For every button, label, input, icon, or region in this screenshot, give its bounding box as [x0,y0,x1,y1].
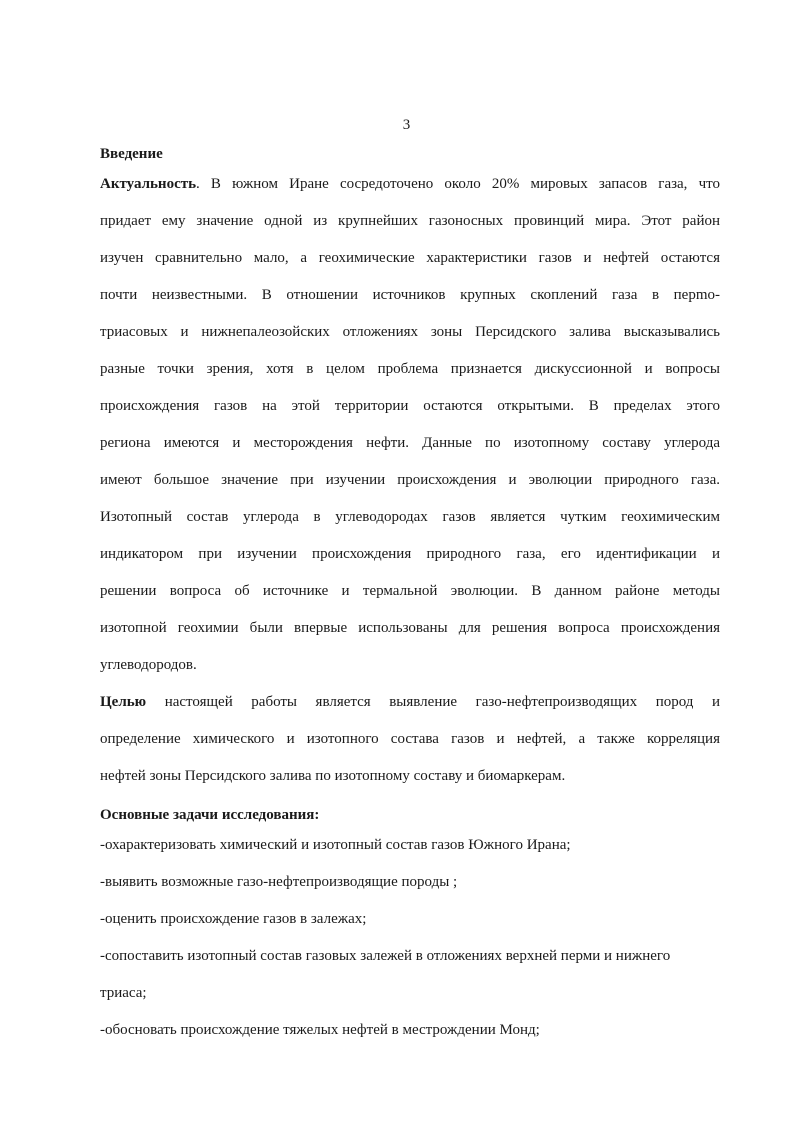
goal-lead: Целью [100,694,147,710]
relevance-line: углеводородов. [100,657,197,673]
goal-line: Целью настоящей работы является выявление газо-нефтепроизводящих пород и [100,694,720,710]
relevance-line: изучен сравнительно мало, а геохимические характеристики газов и нефтей остаются [100,250,720,266]
relevance-line: имеют большое значение при изучении происхождения и эволюции природного газа. [100,472,720,488]
page-number: 3 [402,117,411,133]
relevance-paragraph [100,166,720,684]
relevance-line: изотопной геохимии были впервые использованы для решения вопроса происхождения [100,620,720,636]
relevance-line: почти неизвестными. В отношении источников крупных скоплений газа в перmo- [100,287,720,303]
goal-line: нефтей зоны Персидского залива по изотопному составу и биомаркерам. [100,768,566,784]
goal-paragraph [100,684,720,795]
relevance-lead: Актуальность [100,176,197,192]
relevance-line: индикатором при изучении происхождения природного газа, его идентификации и [100,546,720,562]
tasks-list [100,827,720,1049]
relevance-line: разные точки зрения, хотя в целом проблема признается дискуссионной и вопросы [100,361,720,377]
task-item: -охарактеризовать химический и изотопный состав газов Южного Ирана; [100,837,571,853]
relevance-line: региона имеются и месторождения нефти. Данные по изотопному составу углерода [100,435,720,451]
relevance-line: Изотопный состав углерода в углеводородах газов является чутким геохимическим [100,509,720,525]
task-item-continued: триаса; [100,985,147,1001]
relevance-line: решении вопроса об источнике и термальной эволюции. В данном районе методы [100,583,720,599]
relevance-line: триасовых и нижнепалеозойских отложениях зоны Персидского залива высказывались [100,324,720,340]
task-item: -сопоставить изотопный состав газовых залежей в отложениях верхней перми и нижнего [100,948,671,964]
relevance-line: Актуальность. В южном Иране сосредоточено около 20% мировых запасов газа, что [100,176,720,192]
relevance-line: придает ему значение одной из крупнейших газоносных провинций мира. Этот район [100,213,720,229]
task-item: -выявить возможные газо-нефтепроизводящие породы ; [100,874,458,890]
tasks-heading: Основные задачи исследования: [100,807,320,823]
task-item: -обосновать происхождение тяжелых нефтей в местрождении Монд; [100,1022,540,1038]
goal-line: определение химического и изотопного состава газов и нефтей, а также корреляция [100,731,720,747]
page-body [100,142,720,1049]
task-item: -оценить происхождение газов в залежах; [100,911,367,927]
intro-heading: Введение [100,146,163,162]
relevance-line: происхождения газов на этой территории остаются открытыми. В пределах этого [100,398,720,414]
